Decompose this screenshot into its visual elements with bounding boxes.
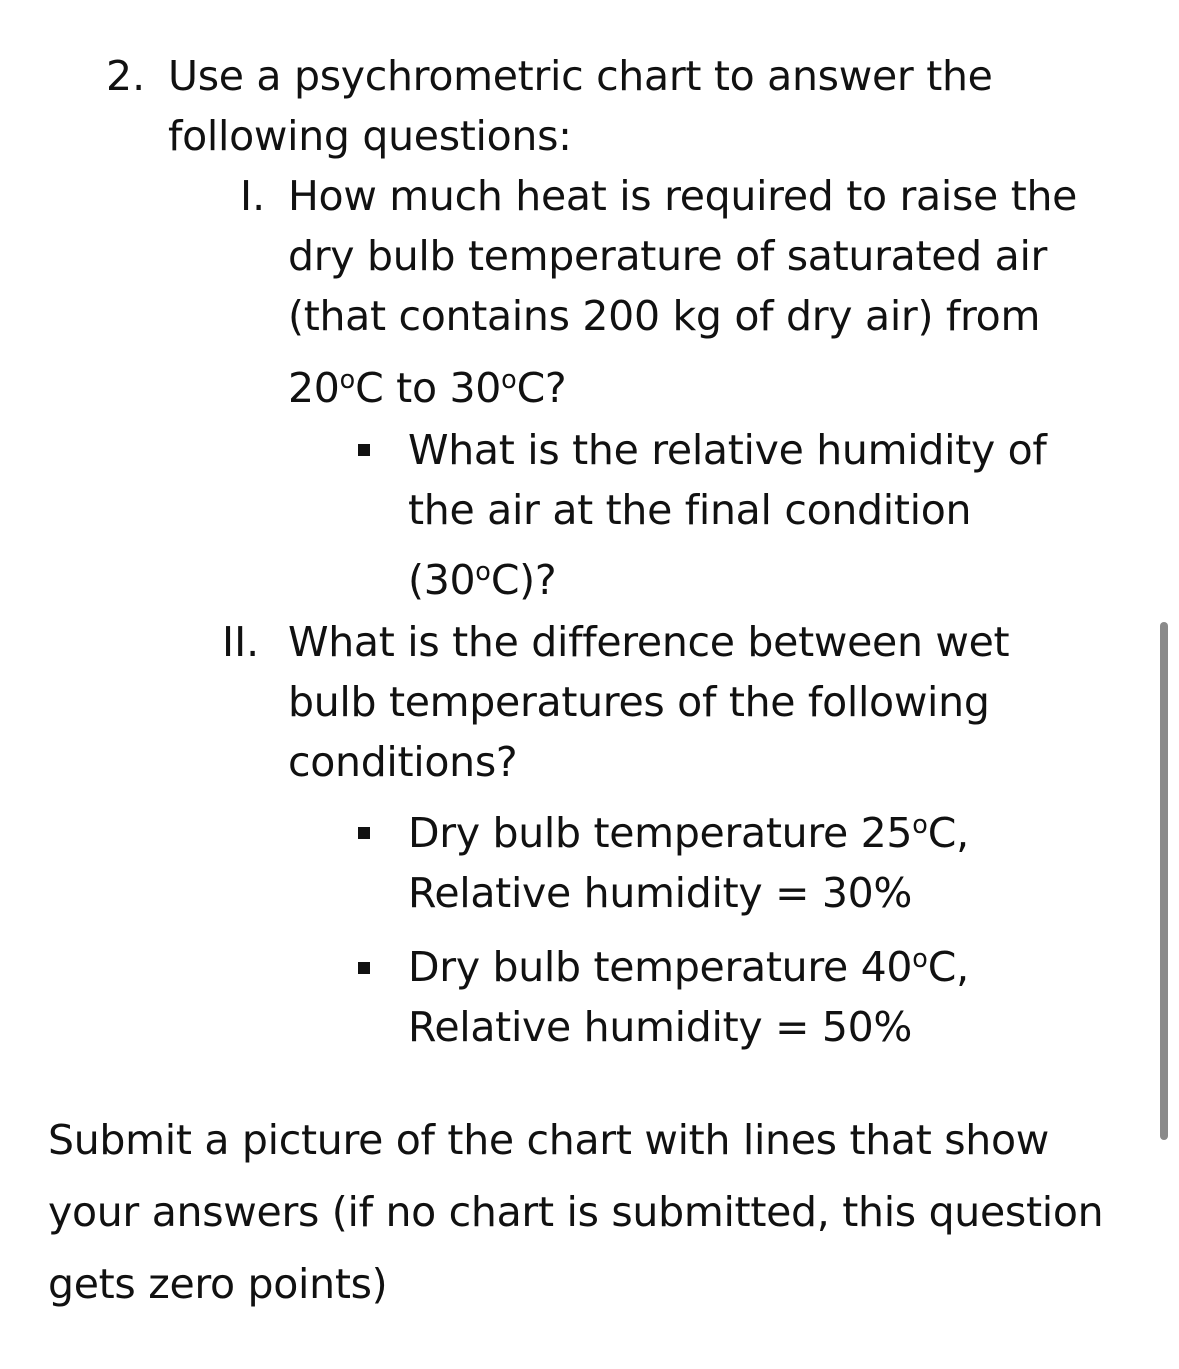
footer-line-2: your answers (if no chart is submitted, this question [48, 1188, 1104, 1236]
square-bullet-icon [358, 444, 370, 456]
condition-2-temp-end: C, [927, 943, 969, 991]
square-bullet-icon [358, 962, 370, 974]
footer-line-1: Submit a picture of the chart with lines that show [48, 1116, 1050, 1164]
footer-line-3: gets zero points) [48, 1260, 388, 1308]
condition-1-line-1 [408, 803, 969, 868]
condition-1-temp-end: C, [927, 809, 969, 857]
part1-sub-line-1: What is the relative humidity of [408, 426, 1047, 474]
part1-sub-temp-end: C)? [490, 556, 557, 604]
degree-symbol: o [501, 364, 517, 395]
part1-line-4 [288, 358, 566, 423]
condition-1-temp: Dry bulb temperature 25 [408, 809, 913, 857]
part1-sub-line-2: the air at the final condition [408, 486, 972, 534]
condition-1-line-2: Relative humidity = 30% [408, 869, 913, 917]
question-number: 2. [106, 52, 146, 100]
part2-marker: II. [222, 618, 260, 666]
part1-temp-from: 20 [288, 364, 340, 412]
vertical-scrollbar[interactable] [1160, 622, 1168, 1140]
degree-symbol: o [339, 364, 356, 395]
part1-line-2: dry bulb temperature of saturated air [288, 232, 1048, 280]
degree-symbol: o [475, 556, 491, 587]
degree-symbol: o [912, 943, 928, 974]
part1-temp-to: C to 30 [355, 364, 502, 412]
condition-2-line-2: Relative humidity = 50% [408, 1003, 913, 1051]
condition-2-temp: Dry bulb temperature 40 [408, 943, 913, 991]
part2-line-2: bulb temperatures of the following [288, 678, 990, 726]
degree-symbol: o [912, 809, 928, 840]
part2-line-3: conditions? [288, 738, 518, 786]
part1-line-3: (that contains 200 kg of dry air) from [288, 292, 1041, 340]
part1-marker: I. [240, 172, 266, 220]
part1-line-1: How much heat is required to raise the [288, 172, 1078, 220]
part1-sub-line-3 [408, 550, 556, 615]
square-bullet-icon [358, 827, 370, 839]
part1-sub-temp: (30 [408, 556, 476, 604]
question-intro-line-1: Use a psychrometric chart to answer the [168, 52, 993, 100]
part1-temp-end: C? [516, 364, 567, 412]
part2-line-1: What is the difference between wet [288, 618, 1010, 666]
question-intro-line-2: following questions: [168, 112, 572, 160]
condition-2-line-1 [408, 937, 969, 1002]
